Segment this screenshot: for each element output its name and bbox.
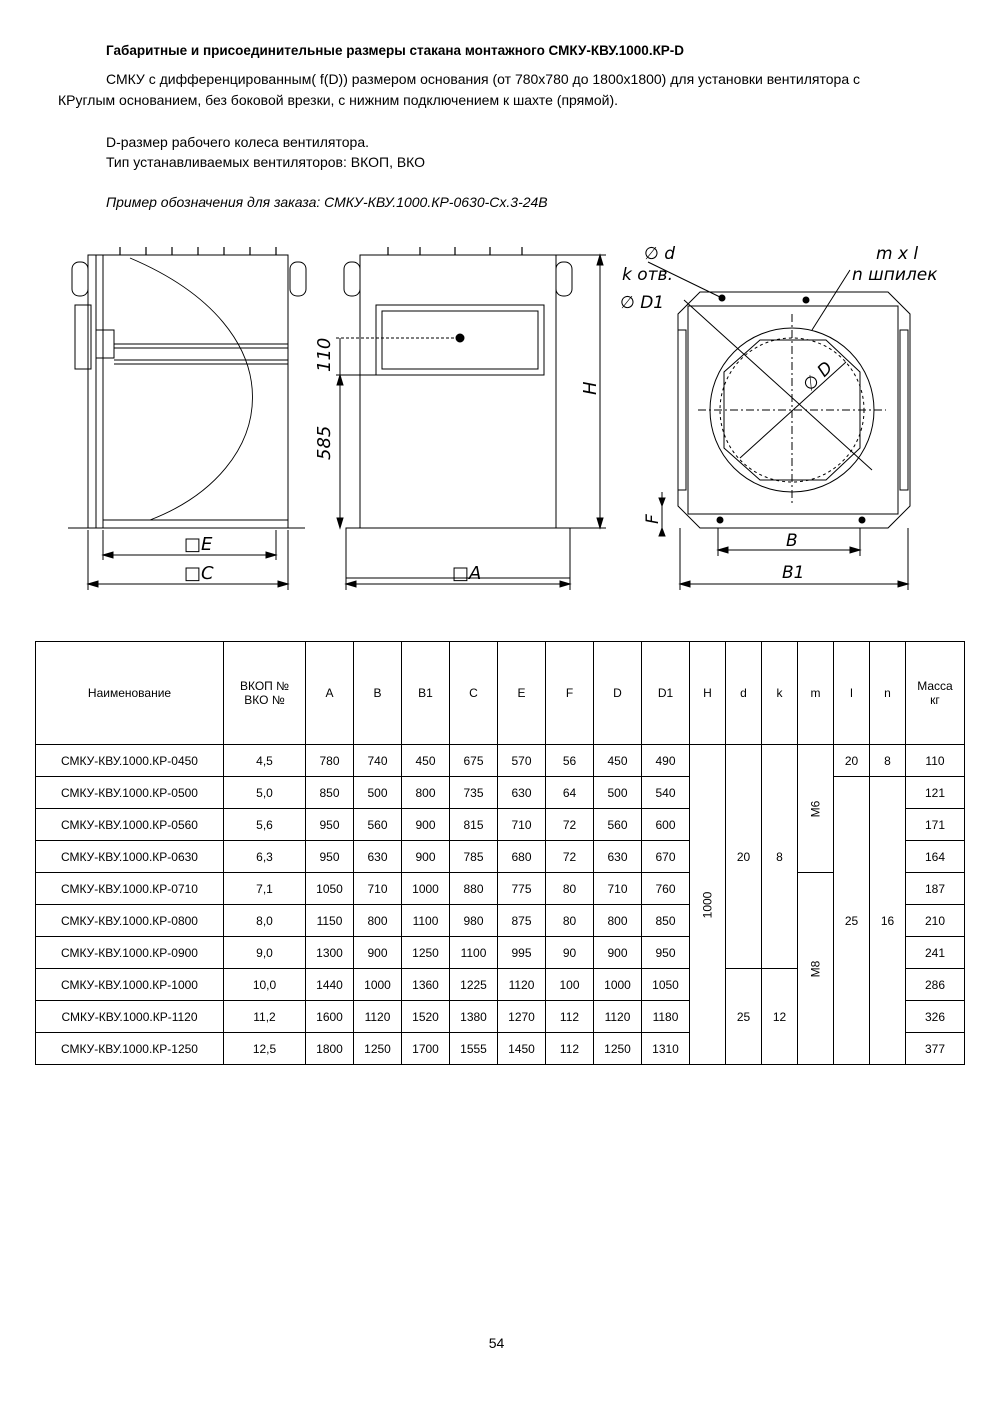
cell-E: 1120 [498,969,546,1001]
cell-E: 1270 [498,1001,546,1033]
cell-d: 20 [726,745,762,969]
cell-mass: 210 [906,905,965,937]
cell-C: 735 [450,777,498,809]
header-H: H [690,642,726,745]
header-C: C [450,642,498,745]
order-example: Пример обозначения для заказа: СМКУ-КВУ.1000.КР-0630-Сх.3-24В [106,194,548,210]
label-E: □E [184,534,213,555]
spec-table [35,641,965,1065]
cell-D: 900 [594,937,642,969]
cell-name: СМКУ-КВУ.1000.КР-1120 [36,1001,224,1033]
cell-F: 80 [546,873,594,905]
cell-F: 72 [546,841,594,873]
cell-D: 630 [594,841,642,873]
cell-fan-number: 4,5 [224,745,306,777]
cell-B1: 1250 [402,937,450,969]
header-k: k [762,642,798,745]
cell-fan-number: 10,0 [224,969,306,1001]
cell-D: 1250 [594,1033,642,1065]
cell-B: 560 [354,809,402,841]
cell-E: 775 [498,873,546,905]
page-title: Габаритные и присоединительные размеры стакана монтажного СМКУ-КВУ.1000.КР-D [106,43,685,58]
label-k-otv: k отв. [622,265,673,285]
cell-E: 630 [498,777,546,809]
cell-D: 560 [594,809,642,841]
cell-D1: 850 [642,905,690,937]
cell-A: 950 [306,809,354,841]
header-F: F [546,642,594,745]
label-110: 110 [314,337,335,372]
cell-m-text: М8 [808,960,823,977]
cell-m-text: М6 [808,800,823,817]
cell-l: 20 [834,745,870,777]
cell-F: 112 [546,1001,594,1033]
table-header-row [36,642,965,745]
cell-B1: 800 [402,777,450,809]
cell-B: 710 [354,873,402,905]
cell-name: СМКУ-КВУ.1000.КР-0450 [36,745,224,777]
cell-F: 72 [546,809,594,841]
cell-d: 25 [726,969,762,1065]
cell-mass: 377 [906,1033,965,1065]
cell-fan-number: 11,2 [224,1001,306,1033]
cell-F: 64 [546,777,594,809]
cell-C: 1380 [450,1001,498,1033]
cell-C: 675 [450,745,498,777]
label-A: □A [452,563,482,584]
cell-D1: 670 [642,841,690,873]
label-585: 585 [314,425,335,460]
cell-E: 570 [498,745,546,777]
cell-C: 785 [450,841,498,873]
cell-name: СМКУ-КВУ.1000.КР-1250 [36,1033,224,1065]
header-n: n [870,642,906,745]
cell-C: 1225 [450,969,498,1001]
cell-D: 710 [594,873,642,905]
cell-D1: 1180 [642,1001,690,1033]
cell-name: СМКУ-КВУ.1000.КР-0630 [36,841,224,873]
header-vkop: ВКОП № [239,679,290,693]
cell-A: 850 [306,777,354,809]
cell-D: 1120 [594,1001,642,1033]
cell-A: 950 [306,841,354,873]
cell-fan-number: 5,6 [224,809,306,841]
cell-E: 995 [498,937,546,969]
cell-mass: 164 [906,841,965,873]
cell-A: 1600 [306,1001,354,1033]
cell-B: 1250 [354,1033,402,1065]
description-line-2: КРуглым основанием, без боковой врезки, с нижним подключением к шахте (прямой). [58,92,619,108]
cell-D: 1000 [594,969,642,1001]
cell-B: 800 [354,905,402,937]
label-F: F [643,514,663,524]
header-B: B [354,642,402,745]
cell-fan-number: 6,3 [224,841,306,873]
table-row [36,873,965,905]
header-name: Наименование [36,642,224,745]
cell-B1: 450 [402,745,450,777]
cell-E: 710 [498,809,546,841]
cell-D: 800 [594,905,642,937]
cell-E: 1450 [498,1033,546,1065]
cell-fan-number: 12,5 [224,1033,306,1065]
cell-name: СМКУ-КВУ.1000.КР-0500 [36,777,224,809]
cell-A: 780 [306,745,354,777]
cell-E: 875 [498,905,546,937]
cell-mass: 110 [906,745,965,777]
cell-B: 900 [354,937,402,969]
label-D: ∅ D [799,357,838,396]
cell-mass: 286 [906,969,965,1001]
cell-D1: 950 [642,937,690,969]
cell-D1: 760 [642,873,690,905]
front-view [336,247,606,590]
cell-B1: 1100 [402,905,450,937]
header-mass-label: Масса [917,679,953,693]
cell-D1: 1310 [642,1033,690,1065]
cell-k: 8 [762,745,798,969]
cell-D1: 540 [642,777,690,809]
cell-n: 8 [870,745,906,777]
label-mxl: m x l [876,244,919,264]
cell-H [690,745,726,1065]
cell-m [798,745,834,873]
cell-B: 1000 [354,969,402,1001]
cell-C: 1555 [450,1033,498,1065]
header-mass-unit: кг [930,693,940,707]
header-vko: ВКО № [244,693,285,707]
header-l: l [834,642,870,745]
cell-mass: 241 [906,937,965,969]
page-number: 54 [488,1335,505,1351]
cell-F: 56 [546,745,594,777]
cell-B: 500 [354,777,402,809]
cell-B1: 1000 [402,873,450,905]
note-line-1: D-размер рабочего колеса вентилятора. [106,134,369,150]
label-n-shpilek: n шпилек [852,265,938,285]
cell-D1: 1050 [642,969,690,1001]
label-H: H [580,381,601,395]
description-line-1: СМКУ с дифференцированным( f(D)) размером основания (от 780х780 до 1800х1800) для установки вентилятора с [106,71,860,87]
cell-fan-number: 7,1 [224,873,306,905]
header-m: m [798,642,834,745]
cell-B1: 1360 [402,969,450,1001]
cell-name: СМКУ-КВУ.1000.КР-0800 [36,905,224,937]
cell-D1: 600 [642,809,690,841]
cell-fan-number: 9,0 [224,937,306,969]
cell-D1: 490 [642,745,690,777]
cell-B1: 1520 [402,1001,450,1033]
note-line-2: Тип устанавливаемых вентиляторов: ВКОП, ВКО [106,154,426,170]
header-fan-number [224,642,306,745]
cell-mass: 121 [906,777,965,809]
cell-B: 630 [354,841,402,873]
plan-view [648,262,910,590]
label-B: B [786,531,798,551]
cell-A: 1300 [306,937,354,969]
cell-name: СМКУ-КВУ.1000.КР-1000 [36,969,224,1001]
cell-B1: 900 [402,841,450,873]
cell-D: 500 [594,777,642,809]
header-E: E [498,642,546,745]
label-B1: B1 [782,563,805,583]
header-A: A [306,642,354,745]
cell-E: 680 [498,841,546,873]
cell-A: 1050 [306,873,354,905]
cell-name: СМКУ-КВУ.1000.КР-0710 [36,873,224,905]
label-d: ∅ d [644,244,676,264]
cell-B: 740 [354,745,402,777]
cell-D: 450 [594,745,642,777]
cell-C: 880 [450,873,498,905]
cell-B1: 1700 [402,1033,450,1065]
cell-m [798,873,834,1065]
label-D1: ∅ D1 [620,293,665,313]
cell-C: 815 [450,809,498,841]
cell-C: 980 [450,905,498,937]
header-B1: B1 [402,642,450,745]
cell-name: СМКУ-КВУ.1000.КР-0560 [36,809,224,841]
technical-drawing [0,230,993,610]
cell-B: 1120 [354,1001,402,1033]
cell-F: 80 [546,905,594,937]
cell-fan-number: 8,0 [224,905,306,937]
table-row [36,745,965,777]
cell-mass: 326 [906,1001,965,1033]
header-mass [906,642,965,745]
header-D: D [594,642,642,745]
cell-F: 90 [546,937,594,969]
cell-n: 16 [870,777,906,1065]
cell-l: 25 [834,777,870,1065]
cell-mass: 187 [906,873,965,905]
cell-A: 1150 [306,905,354,937]
cell-fan-number: 5,0 [224,777,306,809]
cell-B1: 900 [402,809,450,841]
cell-H-text: 1000 [700,891,715,918]
cell-name: СМКУ-КВУ.1000.КР-0900 [36,937,224,969]
cell-A: 1440 [306,969,354,1001]
cell-k: 12 [762,969,798,1065]
cell-mass: 171 [906,809,965,841]
cell-F: 100 [546,969,594,1001]
header-D1: D1 [642,642,690,745]
label-C: □C [184,563,214,584]
cell-F: 112 [546,1033,594,1065]
cell-A: 1800 [306,1033,354,1065]
cell-C: 1100 [450,937,498,969]
header-d: d [726,642,762,745]
